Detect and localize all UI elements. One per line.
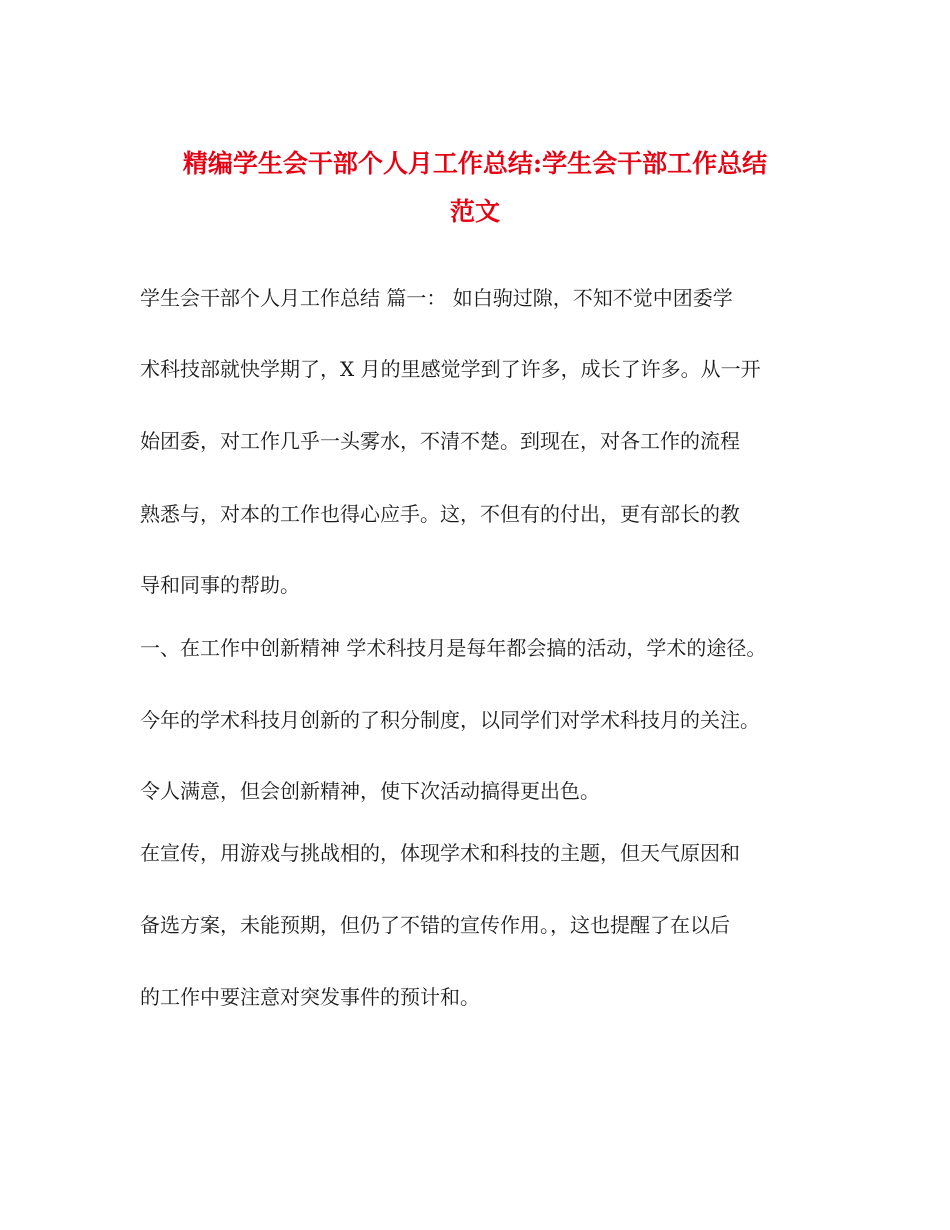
paragraph-line: 熟悉与，对本的工作也得心应手。这，不但有的付出，更有部长的教 xyxy=(140,502,740,526)
paragraph-line: 今年的学术科技月创新的了积分制度，以同学们对学术科技月的关注。 xyxy=(140,708,760,732)
paragraph-line: 的工作中要注意对突发事件的预计和。 xyxy=(140,985,480,1009)
paragraph-line: 始团委，对工作几乎一头雾水，不清不楚。到现在，对各工作的流程 xyxy=(140,429,740,453)
paragraph-line: 学生会干部个人月工作总结 篇一： 如白驹过隙，不知不觉中团委学 xyxy=(140,286,733,310)
document-title xyxy=(130,140,820,236)
paragraph-line: 备选方案，未能预期，但仍了不错的宣传作用。，这也提醒了在以后 xyxy=(140,913,730,937)
title-line-1: 精编学生会干部个人月工作总结:学生会干部工作总结 xyxy=(182,149,768,178)
paragraph-line: 在宣传，用游戏与挑战相的，体现学术和科技的主题，但天气原因和 xyxy=(140,841,740,865)
paragraph-line: 术科技部就快学期了，X 月的里感觉学到了许多，成长了许多。从一开 xyxy=(140,357,761,381)
paragraph-line: 一、在工作中创新精神 学术科技月是每年都会搞的活动，学术的途径。 xyxy=(140,636,767,660)
paragraph-line: 令人满意，但会创新精神，使下次活动搞得更出色。 xyxy=(140,779,600,803)
paragraph-line: 导和同事的帮助。 xyxy=(140,573,300,597)
title-line-2: 范文 xyxy=(449,197,500,226)
